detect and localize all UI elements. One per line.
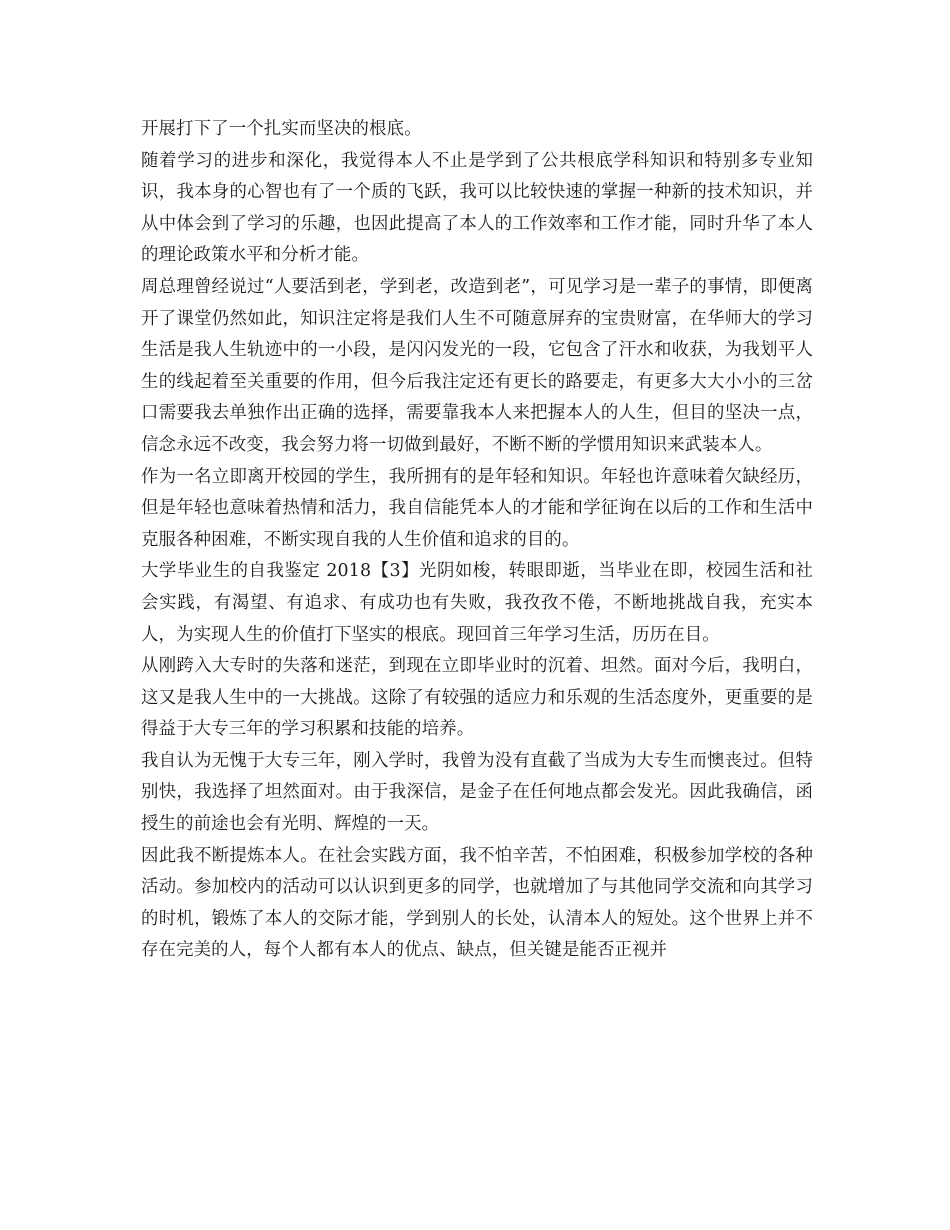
paragraph: 作为一名立即离开校园的学生，我所拥有的是年轻和知识。年轻也许意味着欠缺经历，但是年轻也意味着热情和活力，我自信能凭本人的才能和学征询在以后的工作和生活中克服各种困难，不断实现自我的人生价值和追求的目的。 xyxy=(141,466,813,550)
paragraph: 我自认为无愧于大专三年，刚入学时，我曾为没有直截了当成为大专生而懊丧过。但特别快，我选择了坦然面对。由于我深信，是金子在任何地点都会发光。因此我确信，函授生的前途也会有光明、辉煌的一天。 xyxy=(141,750,813,835)
paragraph: 周总理曾经说过“人要活到老，学到老，改造到老”，可见学习是一辈子的事情，即便离开了课堂仍然如此，知识注定将是我们人生不可随意屏弃的宝贵财富，在华师大的学习生活是我人生轨迹中的一小段，是闪闪发光的一段，它包含了汗水和收获，为我划平人生的线起着至关重要的作用，但今后我注定还有更长的路要走，有更多大大小小的三岔口需要我去单独作出正确的选择，需要靠我本人来把握本人的人生，但目的坚决一点，信念永远不改变，我会努力将一切做到最好，不断不断的学惯用知识来武装本人。 xyxy=(141,276,813,455)
paragraph: 从刚跨入大专时的失落和迷茫，到现在立即毕业时的沉着、坦然。面对今后，我明白，这又是我人生中的一大挑战。这除了有较强的适应力和乐观的生活态度外，更重要的是得益于大专三年的学习积累和技能的培养。 xyxy=(141,656,813,740)
document-body xyxy=(141,114,813,967)
paragraph: 大学毕业生的自我鉴定 2018【3】光阴如梭，转眼即逝，当毕业在即，校园生活和社会实践，有渴望、有追求、有成功也有失败，我孜孜不倦，不断地挑战自我，充实本人，为实现人生的价值打下坚实的根底。现回首三年学习生活，历历在目。 xyxy=(141,561,813,645)
paragraph: 因此我不断提炼本人。在社会实践方面，我不怕辛苦，不怕困难，积极参加学校的各种活动。参加校内的活动可以认识到更多的同学，也就增加了与其他同学交流和向其学习的时机，锻炼了本人的交际才能，学到别人的长处，认清本人的短处。这个世界上并不存在完美的人，每个人都有本人的优点、缺点，但关键是能否正视并 xyxy=(141,845,813,961)
paragraph: 随着学习的进步和深化，我觉得本人不止是学到了公共根底学科知识和特别多专业知识，我本身的心智也有了一个质的飞跃，我可以比较快速的掌握一种新的技术知识，并从中体会到了学习的乐趣，也因此提高了本人的工作效率和工作才能，同时升华了本人的理论政策水平和分析才能。 xyxy=(141,150,813,266)
paragraph: 开展打下了一个扎实而坚决的根底。 xyxy=(141,119,422,139)
